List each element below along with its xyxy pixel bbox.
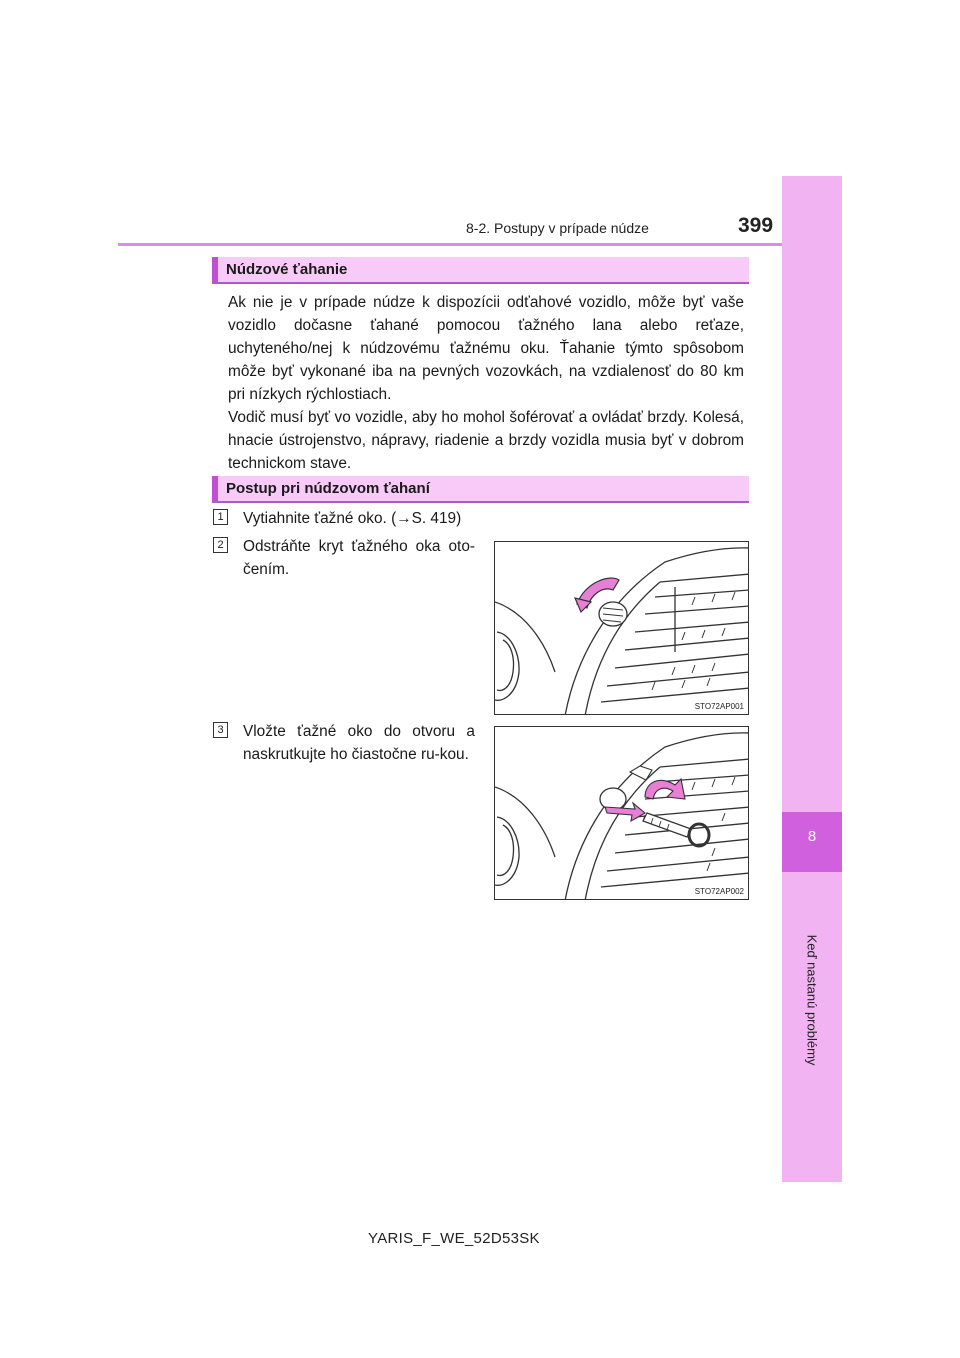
- section-heading-towing-procedure: [212, 476, 749, 503]
- step-text-1: Vytiahnite ťažné oko. (→S. 419): [243, 510, 462, 527]
- step-number-2: 2: [213, 537, 228, 553]
- towing-eye-illustration: [495, 727, 749, 900]
- header-rule: [118, 243, 782, 246]
- section-heading-emergency-towing: [212, 257, 749, 284]
- step-number-1: 1: [213, 509, 228, 525]
- section-heading-text: Postup pri núdzovom ťahaní: [226, 480, 430, 497]
- figure-code: STO72AP002: [694, 887, 744, 896]
- step-text-3: Vložte ťažné oko do otvoru a naskrutkujte ho čiastočne ru-kou.: [243, 723, 475, 763]
- section-heading-text: Núdzové ťahanie: [226, 261, 348, 278]
- page-number: 399: [738, 214, 774, 237]
- grille-cover-illustration: [495, 542, 749, 715]
- paragraph-driver-requirements: Vodič musí byť vo vozidle, aby ho mohol šoférovať a ovládať brzdy. Kolesá, hnacie ústrojenstvo, nápravy, riadenie a brzdy vozidla musia byť v dobrom technickom stave.: [228, 409, 744, 472]
- section-label: 8-2. Postupy v prípade núdze: [466, 220, 649, 236]
- figure-insert-eye: [494, 726, 749, 900]
- figure-code: STO72AP001: [694, 702, 744, 711]
- step-text-2: Odstráňte kryt ťažného oka oto-čením.: [243, 538, 475, 578]
- figure-remove-cover: [494, 541, 749, 715]
- step-number-3: 3: [213, 722, 228, 738]
- chapter-title: Keď nastanú problémy: [804, 934, 820, 1066]
- chapter-number: 8: [807, 828, 817, 845]
- paragraph-towing-conditions: Ak nie je v prípade núdze k dispozícii odťahové vozidlo, môže byť vaše vozidlo dočasne ťahané pomocou ťažného lana alebo reťaze, uchyteného/nej k núdzovému ťažnému oku. Ťahanie týmto spôsobom môže byť vykonané iba na pevných vozovkách, na vzdialenosť do 80 km pri nízkych rýchlostiach.: [228, 294, 744, 403]
- document-code: YARIS_F_WE_52D53SK: [368, 1230, 540, 1247]
